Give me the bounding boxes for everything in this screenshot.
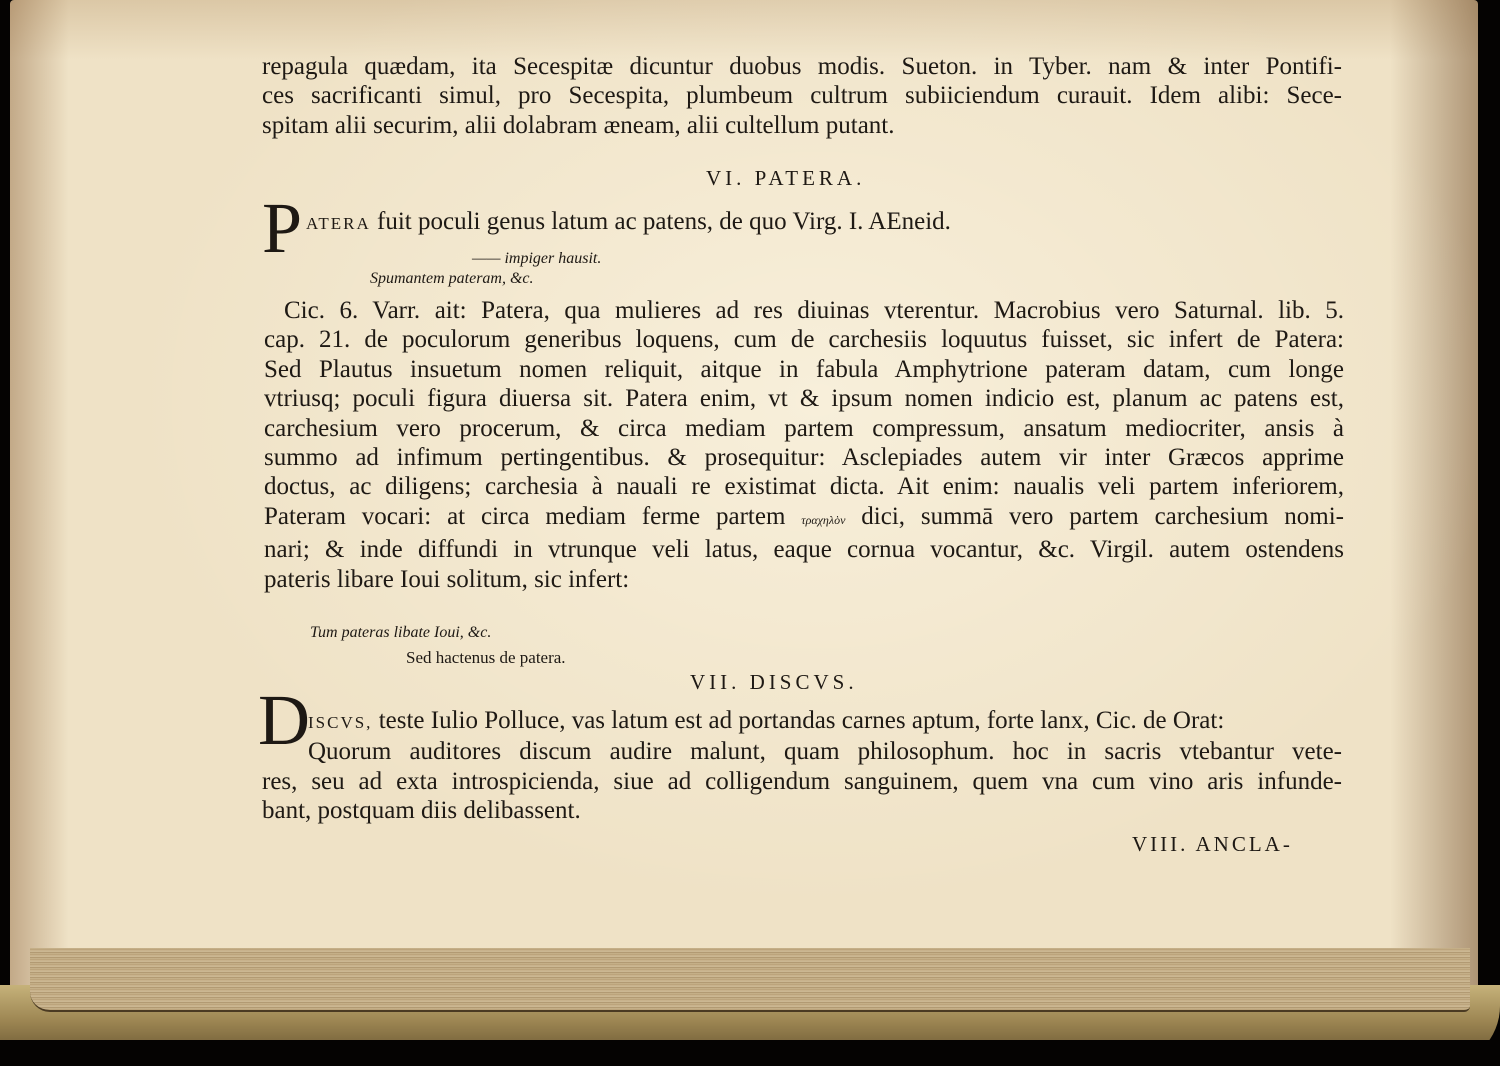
- text-line: nari; & inde diffundi in vtrunque veli latus, eaque cornua vocantur, &c. Virgil. autem ostendens: [264, 536, 1344, 564]
- text-line: ces sacrificanti simul, pro Secespita, plumbeum cultrum subiiciendum curauit. Idem alibi: Sece-: [262, 82, 1342, 110]
- text-line: res, seu ad exta introspicienda, siue ad colligendum sanguinem, quem vna cum vino aris infunde-: [262, 767, 1342, 795]
- patera-intro-text: fuit poculi genus latum ac patens, de quo Virg. I. AEneid.: [377, 208, 951, 235]
- text-line: Sed Plautus insuetum nomen reliquit, aitque in fabula Amphytrione pateram datam, cum longe: [264, 355, 1344, 383]
- bleed-through-1: [820, 140, 826, 166]
- verse-line: Tum pateras libate Ioui, &c.: [310, 624, 492, 641]
- catchword: VIII. ANCLA-: [1132, 832, 1293, 856]
- text-line: doctus, ac diligens; carchesia à nauali re existimat dicta. Ait enim: naualis veli partem inferiorem,: [264, 473, 1344, 501]
- section-heading-discus: VII. DISCVS.: [690, 670, 858, 694]
- verse-line: —— impiger hausit.: [472, 250, 602, 267]
- closing-line: Sed hactenus de patera.: [406, 648, 566, 667]
- background-shadow: [0, 1040, 1500, 1066]
- text-fragment: dici, summā vero partem carchesium nomi-: [861, 502, 1345, 530]
- text-line: summo ad infimum pertingentibus. & prosequitur: Asclepiades autem vir inter Græcos apprime: [264, 444, 1344, 472]
- drop-cap-d: D: [258, 680, 310, 760]
- discus-paragraph: [262, 706, 1342, 826]
- text-line: bant, postquam diis delibassent.: [262, 797, 581, 825]
- text-line: Quorum auditores discum audire malunt, quam philosophum. hoc in sacris vtebantur vete-: [308, 738, 1342, 766]
- text-line-with-greek: [264, 502, 1344, 535]
- paragraph-1: [262, 52, 1342, 140]
- drop-cap-p: P: [262, 188, 303, 268]
- text-fragment: teste Iulio Polluce, vas latum est ad portandas carnes aptum, forte lanx, Cic. de Orat:: [378, 707, 1225, 734]
- discus-smallcaps: ISCVS,: [308, 713, 373, 732]
- patera-smallcaps: ATERA: [306, 214, 371, 233]
- verse-line: Spumantem pateram, &c.: [370, 270, 534, 287]
- text-line: Cic. 6. Varr. ait: Patera, qua mulieres ad res diuinas vterentur. Macrobius vero Saturnal. lib. 5.: [284, 297, 1344, 324]
- section-heading-patera: VI. PATERA.: [706, 166, 866, 190]
- text-line: [262, 706, 1342, 737]
- patera-intro: [306, 208, 951, 236]
- text-line: pateris libare Ioui solitum, sic infert:: [264, 565, 630, 593]
- text-line: repagula quædam, ita Secespitæ dicuntur duobus modis. Sueton. in Tyber. nam & inter Pontifi-: [262, 53, 1342, 80]
- paragraph-2: [264, 296, 1344, 594]
- greek-word: τραχηλὸν: [801, 512, 846, 527]
- text-line: cap. 21. de poculorum generibus loquens, cum de carchesiis loquutus fuisset, sic infert de Patera:: [264, 326, 1344, 354]
- text-line: carchesium vero procerum, & circa mediam partem compressum, ansatum mediocriter, ansis à: [264, 414, 1344, 442]
- text-fragment: Pateram vocari: at circa mediam ferme partem: [264, 502, 786, 530]
- page-edges: [30, 948, 1470, 1012]
- text-line: vtriusq; poculi figura diuersa sit. Patera enim, vt & ipsum nomen indicio est, planum ac patens est,: [264, 385, 1344, 413]
- text-line: spitam alii securim, alii dolabram æneam, alii cultellum putant.: [262, 111, 895, 139]
